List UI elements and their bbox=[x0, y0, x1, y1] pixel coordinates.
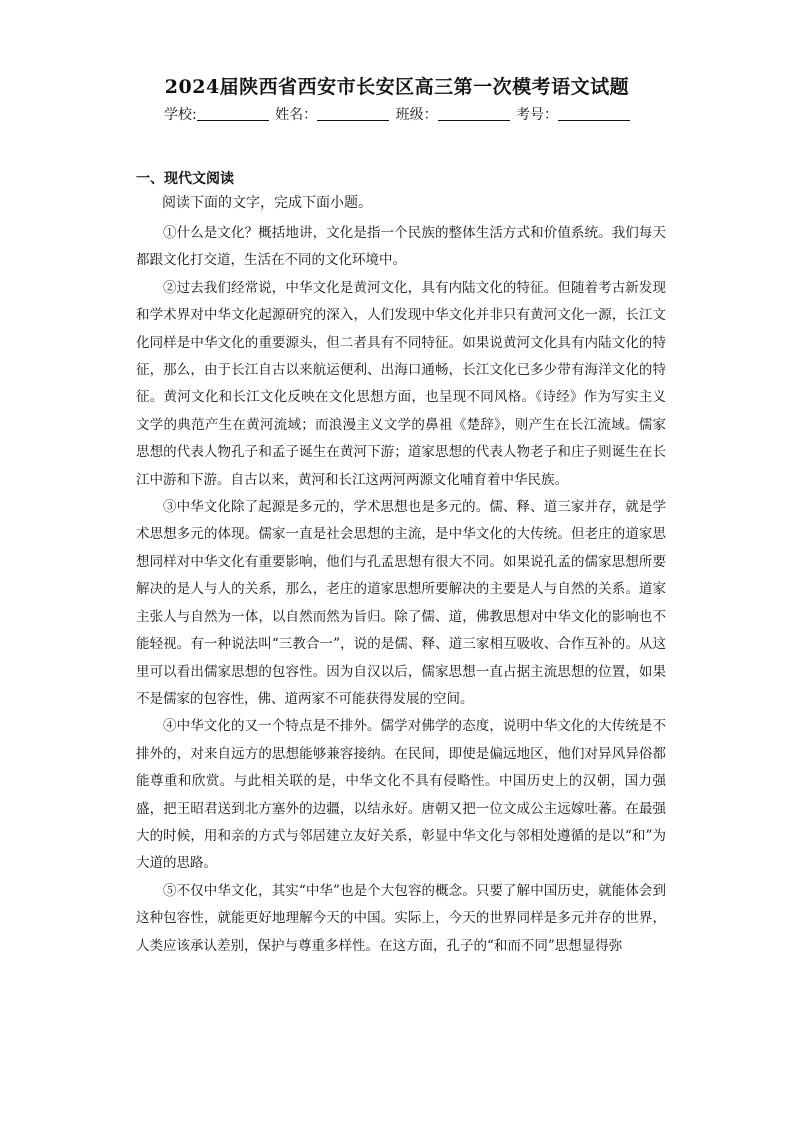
reading-passage bbox=[136, 220, 666, 960]
passage-paragraph-1: ①什么是文化？概括地讲，文化是指一个民族的整体生活方式和价值系统。我们每天都跟文化打交道，生活在不同的文化环境中。 bbox=[136, 225, 666, 269]
exam-number-field bbox=[516, 104, 630, 124]
class-label: 班级： bbox=[395, 107, 438, 123]
student-info-line bbox=[0, 104, 794, 124]
passage-paragraph-3: ③中华文化除了起源是多元的，学术思想也是多元的。儒、释、道三家并存，就是学术思想多元的体现。儒家一直是社会思想的主流，是中华文化的大传统。但老庄的道家思想同样对中华文化有重要影响，他们与孔孟思想有很大不同。如果说孔孟的儒家思想所要解决的是人与人的关系，那么，老庄的道家思想所要解决的主要是人与自然的关系。道家主张人与自然为一体，以自然而然为旨归。除了儒、道，佛教思想对中华文化的影响也不能轻视。有一种说法叫“三教合一”，说的是儒、释、道三家相互吸收、合作互补的。从这里可以看出儒家思想的包容性。因为自汉以后，儒家思想一直占据主流思想的位置，如果不是儒家的包容性，佛、道两家不可能获得发展的空间。 bbox=[136, 499, 666, 707]
passage-paragraph-2: ②过去我们经常说，中华文化是黄河文化，具有内陆文化的特征。但随着考古新发现和学术界对中华文化起源研究的深入，人们发现中华文化并非只有黄河文化一源，长江文化同样是中华文化的重要源头，但二者具有不同特征。如果说黄河文化具有内陆文化的特征，那么，由于长江自古以来航运便利、出海口通畅，长江文化已多少带有海洋文化的特征。黄河文化和长江文化反映在文化思想方面，也呈现不同风格。《诗经》作为写实主义文学的典范产生在黄河流域；而浪漫主义文学的鼻祖《楚辞》，则产生在长江流域。儒家思想的代表人物孔子和孟子诞生在黄河下游；道家思想的代表人物老子和庄子则诞生在长江中游和下游。自古以来，黄河和长江这两河两源文化哺育着中华民族。 bbox=[136, 279, 666, 488]
school-blank[interactable] bbox=[197, 106, 269, 121]
reading-instruction: 阅读下面的文字，完成下面小题。 bbox=[162, 195, 372, 211]
class-blank[interactable] bbox=[438, 106, 510, 121]
school-field bbox=[164, 104, 269, 124]
document-title: 2024届陕西省西安市长安区高三第一次模考语文试题 bbox=[164, 76, 630, 98]
passage-paragraph-5: ⑤不仅中华文化，其实“中华”也是个大包容的概念。只要了解中国历史，就能体会到这种包容性，就能更好地理解今天的中国。实际上，今天的世界同样是多元并存的世界，人类应该承认差别，保护与尊重多样性。在这方面，孔子的“和而不同”思想显得弥 bbox=[136, 882, 666, 954]
name-label: 姓名： bbox=[275, 107, 318, 123]
name-blank[interactable] bbox=[317, 106, 389, 121]
name-field bbox=[275, 104, 389, 124]
exam-number-label: 考号： bbox=[516, 107, 559, 123]
section-heading: 一、现代文阅读 bbox=[136, 171, 234, 187]
class-field bbox=[396, 104, 510, 124]
school-label: 学校: bbox=[163, 107, 197, 123]
exam-number-blank[interactable] bbox=[558, 106, 630, 121]
passage-paragraph-4: ④中华文化的又一个特点是不排外。儒学对佛学的态度，说明中华文化的大传统是不排外的，对来自远方的思想能够兼容接纳。在民间，即使是偏远地区，他们对异风异俗都能尊重和欣赏。与此相关联的是，中华文化不具有侵略性。中国历史上的汉朝，国力强盛，把王昭君送到北方塞外的边疆，以结永好。唐朝又把一位文成公主远嫁吐蕃。在最强大的时候，用和亲的方式与邻居建立友好关系，彰显中华文化与邻相处遵循的是以“和”为大道的思路。 bbox=[136, 718, 666, 872]
